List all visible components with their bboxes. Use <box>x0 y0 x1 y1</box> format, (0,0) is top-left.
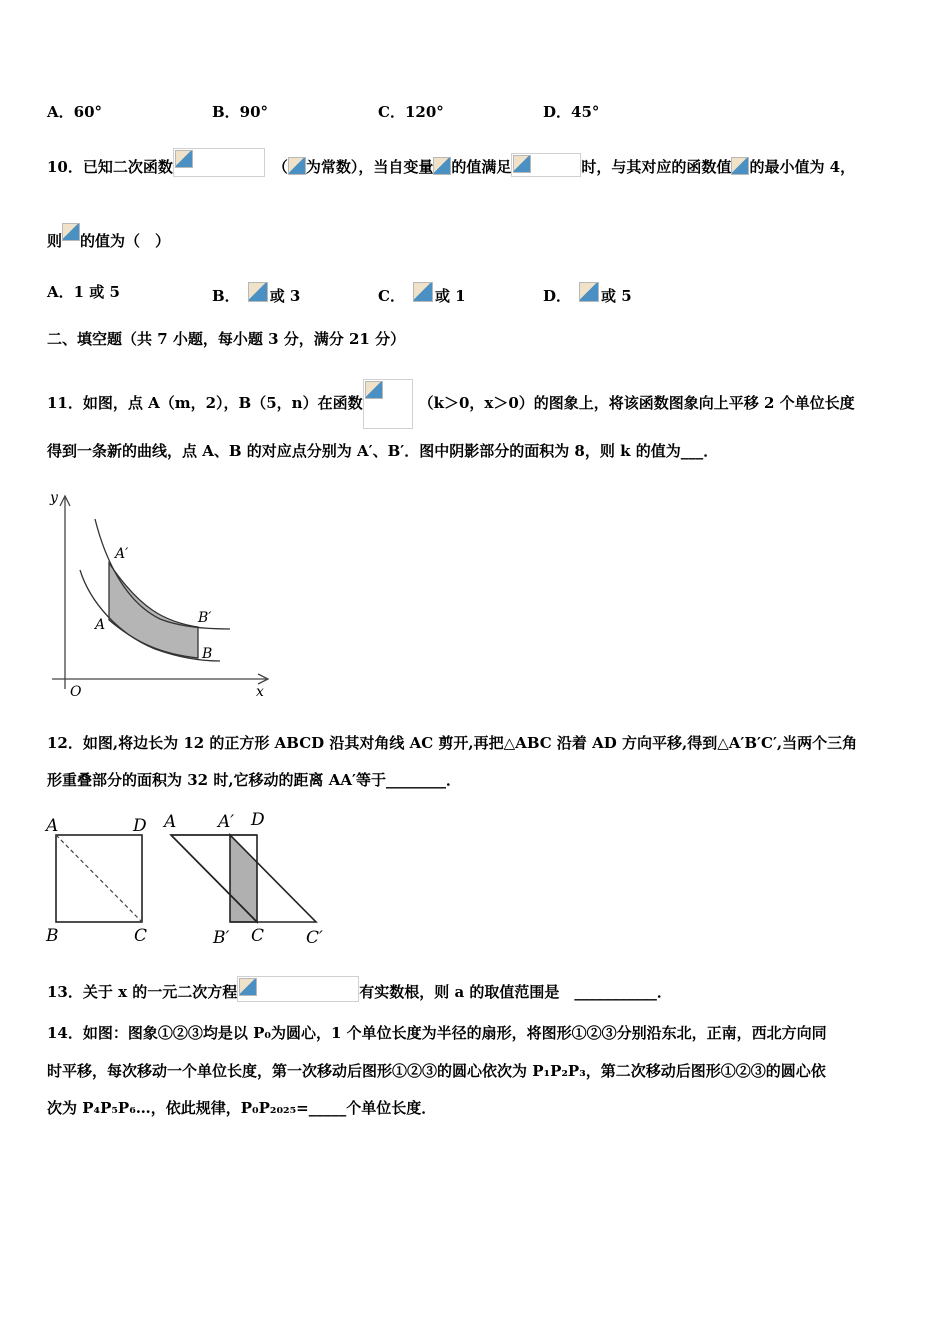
formula-image-icon <box>248 282 266 306</box>
q11-text-1: 11．如图，点 A（m，2），B（5，n）在函数 <box>47 394 363 412</box>
q10-option-c <box>378 282 466 306</box>
option-text: 或 3 <box>269 287 301 305</box>
q11-figure <box>40 484 275 709</box>
label-c-2: C <box>251 926 265 946</box>
label-b: B <box>202 646 213 662</box>
q9-option-b: B．90° <box>212 103 269 121</box>
formula-image-icon <box>413 282 431 306</box>
q12-line-1: 12．如图,将边长为 12 的正方形 ABCD 沿其对角线 AC 剪开,再把△ABC 沿着 AD 方向平移,得到△A′B′C′,当两个三角 <box>47 734 858 752</box>
label-a-prime: A′ <box>218 812 235 832</box>
q12-line-2: 形重叠部分的面积为 32 时,它移动的距离 AA′等于________． <box>47 771 461 789</box>
q13-text-2: 有实数根，则 a 的取值范围是 ___________． <box>359 983 672 1001</box>
label-b: B <box>46 926 59 946</box>
q10-line-1 <box>47 148 855 177</box>
label-a-prime: A′ <box>115 546 129 562</box>
formula-image-icon <box>433 157 451 177</box>
label-d: D <box>133 816 147 836</box>
q11-text-2: （k＞0，x＞0）的图象上，将该函数图象向上平移 2 个单位长度 <box>418 394 855 412</box>
q14-line-1: 14．如图：图象①②③均是以 P₀为圆心，1 个单位长度为半径的扇形，将图形①②③分别沿东北，正南，西北方向同 <box>47 1024 827 1042</box>
label-a-2: A <box>164 812 177 832</box>
square-abcd <box>56 835 142 922</box>
q10-text-3: 为常数），当自变量 <box>305 158 434 176</box>
q9-option-a: A．60° <box>47 103 103 121</box>
option-letter: B． <box>212 287 240 305</box>
option-letter: C． <box>378 287 405 305</box>
q10-text-1: 10．已知二次函数 <box>47 158 173 176</box>
shaded-region <box>109 563 198 658</box>
label-x: x <box>256 684 264 700</box>
option-text: 或 1 <box>434 287 466 305</box>
formula-image-icon <box>62 223 80 251</box>
formula-image-icon <box>173 148 265 177</box>
formula-image-icon <box>579 282 597 306</box>
label-b-prime: B′ <box>213 928 230 948</box>
q10-option-a <box>47 282 120 302</box>
label-origin: O <box>70 684 82 700</box>
section-heading: 二、填空题（共 7 小题，每小题 3 分，满分 21 分） <box>47 330 406 348</box>
q10-option-d <box>543 282 632 306</box>
formula-image-icon <box>237 976 359 1002</box>
q10-text-7: 则 <box>47 232 63 250</box>
formula-image-icon <box>731 157 749 177</box>
label-a: A <box>46 816 59 836</box>
label-a: A <box>95 617 106 633</box>
option-text: 1 或 5 <box>73 283 120 301</box>
q10-text-5: 时，与其对应的函数值 <box>581 158 732 176</box>
q11-line-1 <box>47 379 855 429</box>
q12-figure <box>40 807 340 950</box>
label-d-2: D <box>251 810 265 830</box>
diagonal-ac <box>56 835 142 922</box>
label-b-prime: B′ <box>198 610 212 626</box>
q10-text-8: 的值为（ ） <box>80 232 171 250</box>
q14-line-2: 时平移，每次移动一个单位长度，第一次移动后图形①②③的圆心依次为 P₁P₂P₃，第二次移动后图形①②③的圆心依 <box>47 1062 826 1080</box>
formula-image-icon <box>511 153 581 177</box>
q14-line-3: 次为 P₄P₅P₆…，依此规律，P₀P₂₀₂₅=_____个单位长度． <box>47 1099 437 1117</box>
q10-text-6: 的最小值为 4， <box>749 158 856 176</box>
q10-line-2 <box>47 223 170 251</box>
label-y: y <box>50 490 58 506</box>
option-letter: A． <box>47 283 74 301</box>
q9-option-c: C．120° <box>378 103 444 121</box>
q10-option-b <box>212 282 300 306</box>
option-letter: D． <box>543 287 572 305</box>
label-c: C <box>134 926 148 946</box>
q9-option-d: D．45° <box>543 103 600 121</box>
option-text: 或 5 <box>601 287 632 305</box>
q11-line-2: 得到一条新的曲线，点 A、B 的对应点分别为 A′、B′．图中阴影部分的面积为 8，则 k 的值为___． <box>47 442 719 460</box>
q10-text-2: （ <box>272 158 288 176</box>
q13-text-1: 13．关于 x 的一元二次方程 <box>47 983 238 1001</box>
q10-text-4: 的值满足 <box>451 158 512 176</box>
q13-line <box>47 976 672 1002</box>
label-c-prime: C′ <box>306 928 323 948</box>
formula-image-icon <box>288 157 306 177</box>
formula-image-icon <box>363 379 413 429</box>
